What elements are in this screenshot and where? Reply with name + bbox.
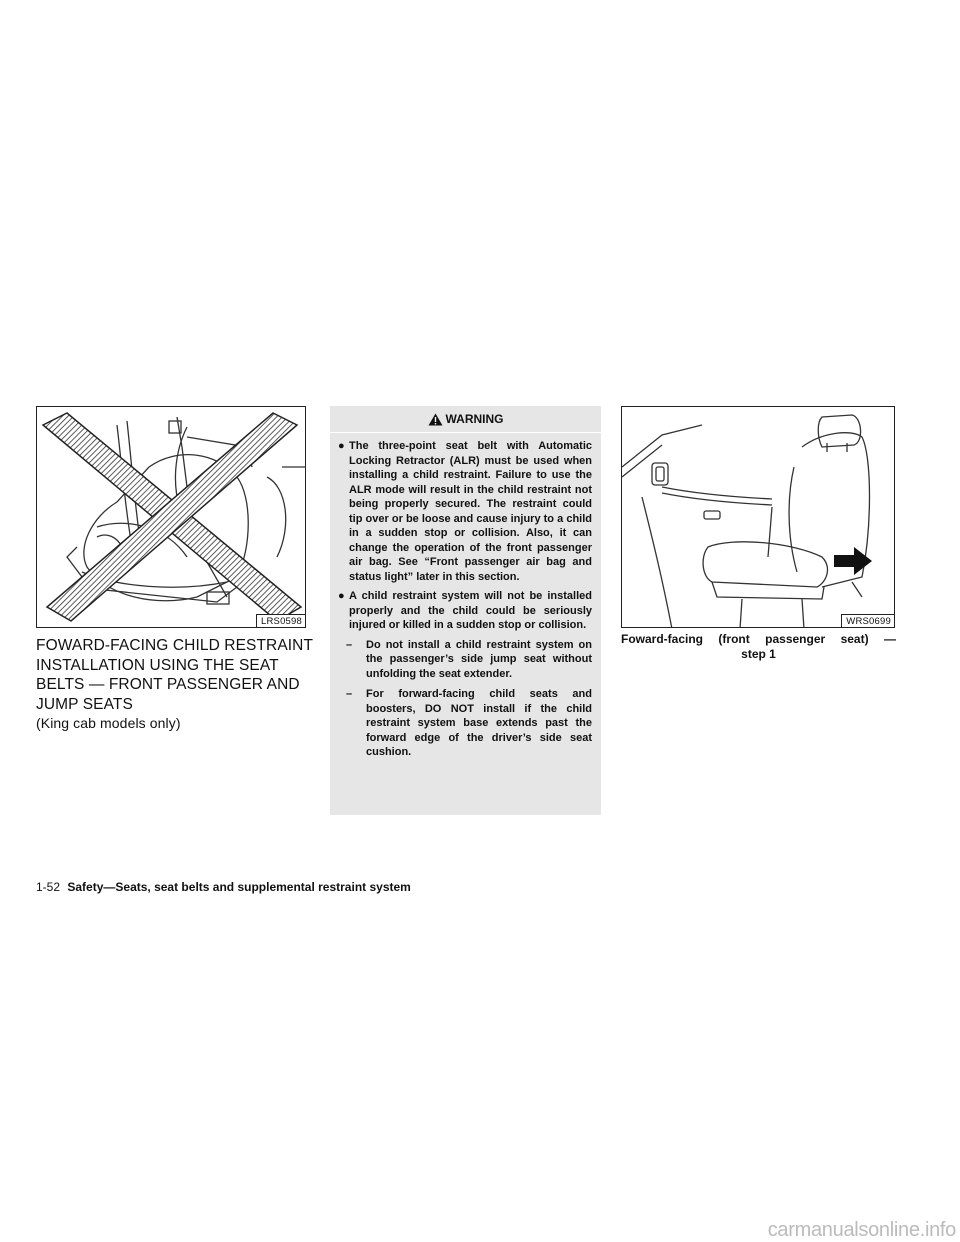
warning-sub-item-text: For forward-facing child seats and boosters, DO NOT install if the child restraint system base extends past the forward edge of the driver’s side seat cushion. xyxy=(366,688,592,758)
figure-passenger-seat xyxy=(621,406,895,628)
warning-box xyxy=(330,406,601,815)
warning-heading: WARNING xyxy=(445,412,504,426)
watermark: carmanualsonline.info xyxy=(767,1219,956,1241)
warning-sub-item-text: Do not install a child restraint system on the passenger’s side jump seat without unfolding the seat extender. xyxy=(366,638,592,680)
bullet-icon: ● xyxy=(338,440,345,452)
warning-header xyxy=(330,412,601,433)
warning-triangle-icon xyxy=(428,413,443,426)
child-seat-illustration xyxy=(37,407,306,628)
warning-item xyxy=(338,439,592,584)
figure-child-seat-incorrect xyxy=(36,406,306,628)
page-number: 1-52 xyxy=(36,880,61,894)
figure-caption xyxy=(621,632,896,662)
warning-list xyxy=(338,439,592,760)
figure-code: WRS0699 xyxy=(841,614,894,627)
figure-code: LRS0598 xyxy=(256,614,305,627)
section-subtitle: (King cab models only) xyxy=(36,715,181,731)
caption-line-1: Foward-facing (front passenger seat) — xyxy=(621,632,896,646)
dash-icon: – xyxy=(346,688,353,700)
caption-line-2: step 1 xyxy=(741,647,776,661)
warning-sub-item xyxy=(346,687,592,760)
bullet-icon: ● xyxy=(338,590,345,602)
page-footer xyxy=(36,880,411,894)
dash-icon: – xyxy=(346,638,353,651)
passenger-seat-illustration xyxy=(622,407,895,628)
warning-item xyxy=(338,589,592,633)
warning-item-text: The three-point seat belt with Automatic Locking Retractor (ALR) must be used when installing a child restraint. Failure to use the ALR mode will result in the child restraint not being properly secured. The restraint could tip over or be loose and cause injury to a child in a sudden stop or collision. Also, it can change the operation of the front passenger air bag. See “Front passenger air bag and status light” later in this section. xyxy=(349,440,592,583)
section-title-block xyxy=(36,636,316,734)
warning-sub-item xyxy=(346,638,592,682)
footer-section: Safety—Seats, seat belts and supplemental restraint system xyxy=(67,880,411,894)
warning-item-text: A child restraint system will not be installed properly and the child could be seriously injured or killed in a sudden stop or collision. xyxy=(349,590,592,631)
section-title: FOWARD-FACING CHILD RESTRAINT INSTALLATION USING THE SEAT BELTS — FRONT PASSENGER AND JUMP SEATS xyxy=(36,637,313,713)
